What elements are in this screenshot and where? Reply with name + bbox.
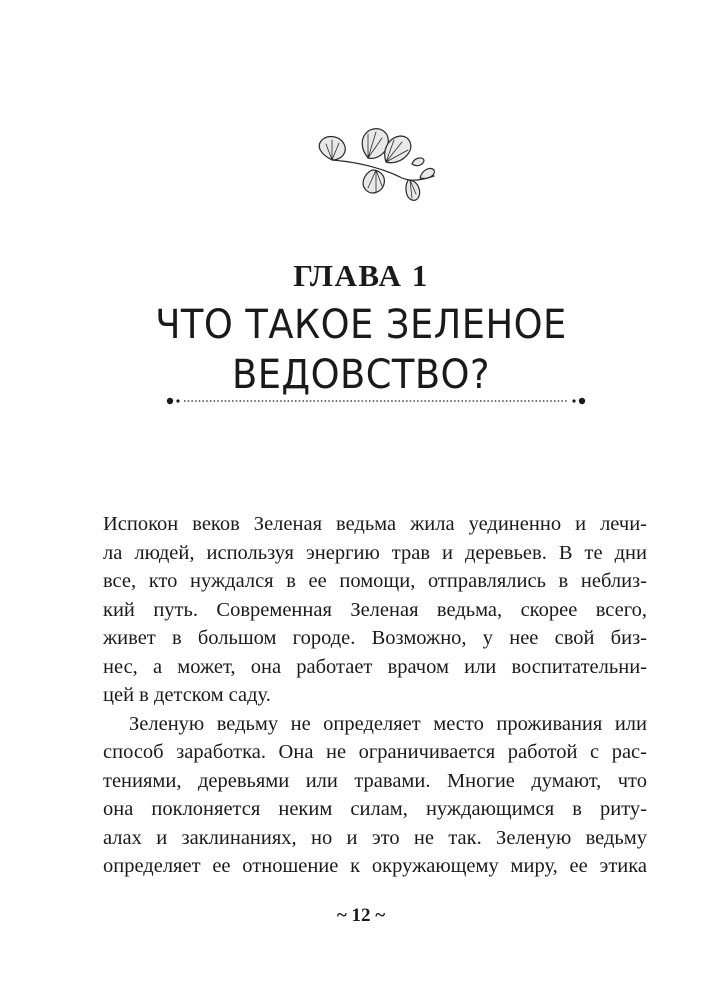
ginkgo-leaves-icon xyxy=(312,118,438,208)
paragraph-1-line-4: кий путь. Современная Зеленая ведьма, скорее всего, xyxy=(103,598,647,621)
paragraph-1-line-6: нес, а может, она работает врачом или воспитательни- xyxy=(103,655,647,678)
chapter-title xyxy=(29,300,693,400)
paragraph-2-line-6: определяет ее отношение к окружающему миру, ее этика xyxy=(103,855,647,877)
body-text xyxy=(103,510,647,881)
chapter-title-line-2: ВЕДОВСТВО? xyxy=(231,352,490,398)
paragraph-1-line-2: ла людей, используя энергию трав и деревьев. В те дни xyxy=(103,541,647,564)
paragraph-1-line-1: Испокон веков Зеленая ведьма жила уединенно и лечи- xyxy=(103,513,647,535)
paragraph-2-line-5: алах и заклинаниях, но и это не так. Зеленую ведьму xyxy=(103,826,647,849)
paragraph-2-line-3: тениями, деревьями или травами. Многие думают, что xyxy=(103,769,647,792)
chapter-label: ГЛАВА 1 xyxy=(293,258,429,293)
paragraph-2-line-1: Зеленую ведьму не определяет место проживания или xyxy=(129,712,647,735)
page-number: ~ 12 ~ xyxy=(336,905,386,926)
paragraph-1-line-3: все, кто нуждался в ее помощи, отправлялись в неблиз- xyxy=(103,570,647,592)
paragraph-2-line-4: она поклоняется неким силам, нуждающимся в риту- xyxy=(103,798,647,820)
paragraph-1-line-5: живет в большом городе. Возможно, у нее свой биз- xyxy=(103,627,647,649)
chapter-title-line-1: ЧТО ТАКОЕ ЗЕЛЕНОЕ xyxy=(155,302,567,348)
dotted-divider-icon xyxy=(166,394,586,408)
paragraph-1-line-7: цей в детском саду. xyxy=(103,684,271,706)
paragraph-2-line-2: способ заработка. Она не ограничивается работой с рас- xyxy=(103,741,647,763)
